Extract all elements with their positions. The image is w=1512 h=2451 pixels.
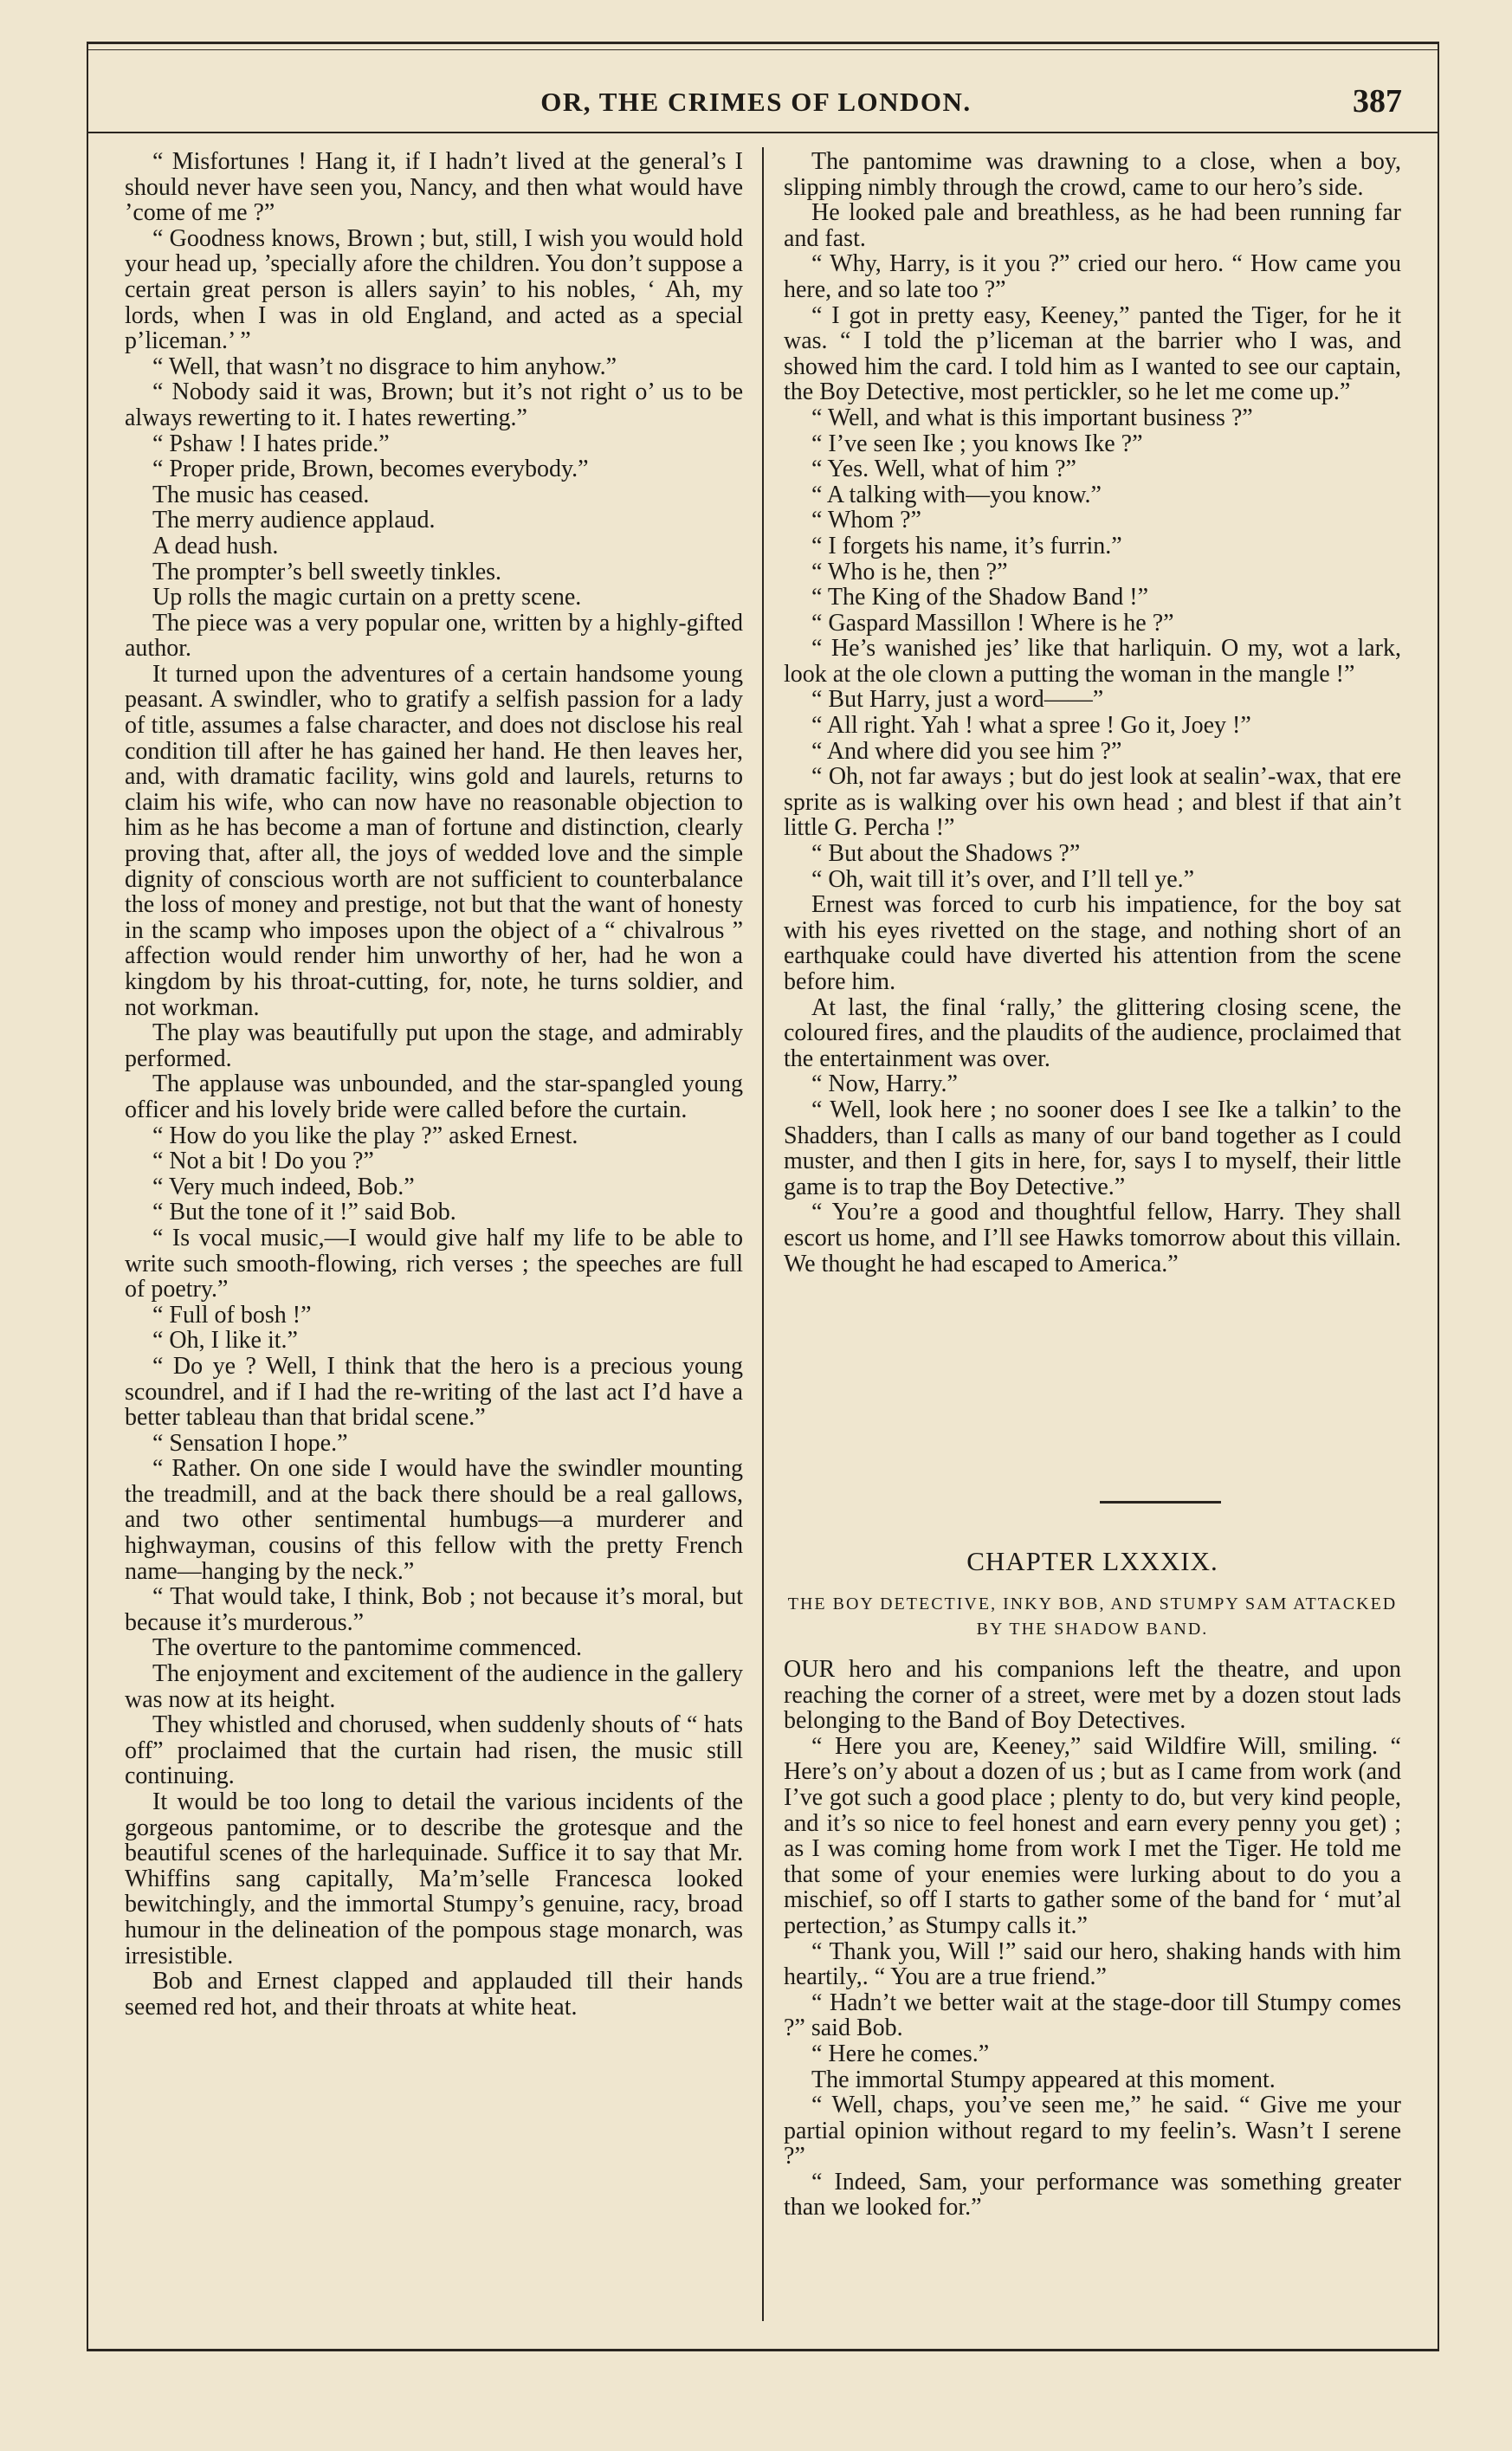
paragraph: “ Well, chaps, you’ve seen me,” he said. “ Give me your partial opinion without regard to my feelin’s. Wasn’t I serene ?” (784, 2092, 1401, 2170)
paragraph: The applause was unbounded, and the star-spangled young officer and his lovely bride were called before the curtain. (125, 1070, 743, 1123)
paragraph: “ But Harry, just a word——” (811, 686, 1104, 714)
chapter-body (784, 1657, 1401, 2221)
paragraph: “ Nobody said it was, Brown; but it’s not right o’ us to be always rewerting to it. I hates rewerting.” (125, 378, 743, 431)
paragraph: “ Is vocal music,—I would give half my life to be able to write such smooth-flowing, rich verses ; the speeches are full of poetry.” (125, 1224, 743, 1303)
paragraph: “ All right. Yah ! what a spree ! Go it, Joey !” (811, 712, 1251, 740)
paragraph: “ Why, Harry, is it you ?” cried our hero. “ How came you here, and so late too ?” (784, 250, 1401, 303)
paragraph: “ Do ye ? Well, I think that the hero is a precious young scoundrel, and if I had the re-writing of the last act I’d have a better tableau than that bridal scene.” (125, 1352, 743, 1432)
paragraph: “ That would take, I think, Bob ; not because it’s moral, but because it’s murderous.” (125, 1583, 743, 1636)
paragraph: Up rolls the magic curtain on a pretty scene. (152, 584, 582, 611)
column-divider (762, 147, 764, 2321)
paragraph: “ Whom ?” (811, 507, 921, 534)
top-rule-outer (87, 42, 1439, 44)
paragraph: Bob and Ernest clapped and applauded till their hands seemed red hot, and their throats at white heat. (125, 1968, 743, 2021)
paragraph: The immortal Stumpy appeared at this moment. (811, 2066, 1276, 2093)
paragraph: “ Gaspard Massillon ! Where is he ?” (811, 609, 1174, 637)
paragraph: “ Misfortunes ! Hang it, if I hadn’t lived at the general’s I should never have seen you, Nancy, and then what would have ’come of me ?” (125, 148, 743, 227)
top-rule-inner (87, 49, 1439, 50)
paragraph: “ You’re a good and thoughtful fellow, Harry. They shall escort us home, and I’ll see Hawks tomorrow about this villain. We thought he had escaped to America.” (784, 1199, 1401, 1277)
paragraph: The prompter’s bell sweetly tinkles. (152, 558, 502, 585)
paragraph: “ I’ve seen Ike ; you knows Ike ?” (811, 430, 1143, 457)
left-column (125, 149, 743, 2020)
paragraph: “ Yes. Well, what of him ?” (811, 456, 1076, 483)
paragraph: “ I got in pretty easy, Keeney,” panted the Tiger, for he it was. “ I told the p’liceman at the barrier who I was, and showed him the card. I told him as I wanted to see our captain, the Boy Detective, most pertickler, so he let me come up.” (784, 301, 1401, 406)
paragraph: “ Now, Harry.” (811, 1070, 958, 1098)
paragraph: “ Sensation I hope.” (152, 1429, 348, 1457)
paragraph: “ Full of bosh !” (152, 1301, 312, 1329)
paragraph: “ Thank you, Will !” said our hero, shaking hands with him heartily,. “ You are a true friend.” (784, 1937, 1401, 1991)
paragraph: “ But about the Shadows ?” (811, 840, 1081, 868)
chapter-heading: CHAPTER LXXXIX. (966, 1546, 1218, 1576)
paragraph: “ Oh, wait till it’s over, and I’ll tell ye.” (811, 865, 1195, 893)
paragraph: “ A talking with—you know.” (811, 481, 1102, 508)
paragraph: It would be too long to detail the various incidents of the gorgeous pantomime, or to describe the grotesque and the beautiful scenes of the harlequinade. Suffice it to say that Mr. Whiffins sang capitally, Ma’m’selle Francesca looked bewitchingly, and the immortal Stumpy’s genuine, racy, broad humour in the delineation of the pompous stage monarch, was irresistible. (125, 1788, 743, 1969)
left-border (87, 42, 88, 2351)
header-rule (87, 132, 1439, 133)
paragraph: “ He’s wanished jes’ like that harliquin. O my, wot a lark, look at the ole clown a putting the woman in the mangle !” (784, 635, 1401, 688)
paragraph: “ Very much indeed, Bob.” (152, 1173, 415, 1200)
paragraph: “ I forgets his name, it’s furrin.” (811, 532, 1122, 559)
paragraph: The music has ceased. (152, 481, 370, 508)
paragraph: The overture to the pantomime commenced. (152, 1634, 583, 1662)
page-number: 387 (1353, 83, 1402, 120)
paragraph: “ How do you like the play ?” asked Ernest. (152, 1122, 578, 1149)
paragraph: He looked pale and breathless, as he had been running far and fast. (784, 199, 1401, 252)
paragraph: “ Rather. On one side I would have the swindler mounting the treadmill, and at the back there should be a real gallows, and two other sentimental humbugs—a murderer and highwayman, cousins of this fellow with the pretty French name—hanging by the neck.” (125, 1455, 743, 1585)
paragraph: The enjoyment and excitement of the audience in the gallery was now at its height. (125, 1660, 743, 1713)
paragraph: “ Well, look here ; no sooner does I see Ike a talkin’ to the Shadders, than I calls as many of our band together as I could muster, and then I gits in here, for, says I to myself, their little game is to trap the Boy Detective.” (784, 1096, 1401, 1200)
paragraph: “ Here you are, Keeney,” said Wildfire Will, smiling. “ Here’s on’y about a dozen of us ; but as I came from work (and I’ve got such a good place ; plenty to do, but very kind people, and it’s so nice to feel honest and earn every penny you get) ; as I was coming home from work I met the Tiger. He told me that some of your enemies were lurking about to do you a mischief, so off I starts to gather some of the band for ‘ mut’al pertection,’ as Stumpy calls it.” (784, 1732, 1401, 1939)
section-divider (1100, 1501, 1221, 1504)
paragraph: The merry audience applaud. (152, 507, 436, 534)
paragraph: They whistled and chorused, when suddenly shouts of “ hats off” proclaimed that the curtain had risen, the music still continuing. (125, 1711, 743, 1790)
paragraph: “ Pshaw ! I hates pride.” (152, 430, 390, 457)
paragraph: “ Oh, not far aways ; but do jest look at sealin’-wax, that ere sprite as is walking over his own head ; and blest if that ain’t little G. Percha !” (784, 763, 1401, 842)
paragraph: “ Here he comes.” (811, 2040, 990, 2067)
paragraph: “ Hadn’t we better wait at the stage-door till Stumpy comes ?” said Bob. (784, 1989, 1401, 2042)
paragraph: “ Who is he, then ?” (811, 558, 1008, 585)
paragraph: At last, the final ‘rally,’ the glittering closing scene, the coloured fires, and the plaudits of the audience, proclaimed that the entertainment was over. (784, 993, 1401, 1072)
paragraph: “ Well, and what is this important business ?” (811, 404, 1253, 431)
paragraph: “ But the tone of it !” said Bob. (152, 1199, 456, 1226)
paragraph: It turned upon the adventures of a certain handsome young peasant. A swindler, who to gratify a selfish passion for a lady of title, assumes a false character, and does not disclose his real condition till after he has gained her hand. He then leaves her, and, with dramatic facility, wins gold and laurels, returns to claim his wife, who can now have no reasonable objection to him as he has become a man of fortune and distinction, clearly proving that, after all, the joys of wedded love and the simple dignity of conscious worth are not sufficient to counterbalance the loss of money and prestige, not but that the want of honesty in the scamp who imposes upon the object of a “ chivalrous ” affection would render him unworthy of her, had he won a kingdom by his throat-cutting, for, note, he turns soldier, and not workman. (125, 660, 743, 1021)
right-column (784, 149, 1401, 1277)
paragraph: “ Proper pride, Brown, becomes everybody.” (152, 456, 589, 483)
paragraph: The play was beautifully put upon the stage, and admirably performed. (125, 1019, 743, 1072)
paragraph: OUR hero and his companions left the theatre, and upon reaching the corner of a street, were met by a dozen stout lads belonging to the Band of Boy Detectives. (784, 1656, 1401, 1735)
paragraph: “ The King of the Shadow Band !” (811, 584, 1149, 611)
paragraph: A dead hush. (152, 532, 279, 559)
paragraph: The piece was a very popular one, written by a highly-gifted author. (125, 609, 743, 663)
right-border (1438, 42, 1439, 2351)
paragraph: “ Not a bit ! Do you ?” (152, 1148, 374, 1175)
paragraph: “ Goodness knows, Brown ; but, still, I wish you would hold your head up, ’specially afore the children. You don’t suppose a certain great person is allers sayin’ to his nobles, ‘ Ah, my lords, when I was in old England, and acted as a special p’liceman.’ ” (125, 224, 743, 355)
paragraph: “ Well, that wasn’t no disgrace to him anyhow.” (152, 352, 617, 380)
paragraph: “ Indeed, Sam, your performance was something greater than we looked for.” (784, 2168, 1401, 2221)
paragraph: “ Oh, I like it.” (152, 1327, 298, 1355)
paragraph: The pantomime was drawning to a close, when a boy, slipping nimbly through the crowd, came to our hero’s side. (784, 148, 1401, 201)
bottom-rule (87, 2349, 1439, 2351)
chapter-subtitle: THE BOY DETECTIVE, INKY BOB, AND STUMPY SAM ATTACKED BY THE SHADOW BAND. (787, 1594, 1398, 1639)
paragraph: “ And where did you see him ?” (811, 737, 1122, 765)
running-header: OR, THE CRIMES OF LONDON. (540, 87, 972, 117)
paragraph: Ernest was forced to curb his impatience, for the boy sat with his eyes rivetted on the stage, and nothing short of an earthquake could have diverted his attention from the scene before him. (784, 891, 1401, 995)
